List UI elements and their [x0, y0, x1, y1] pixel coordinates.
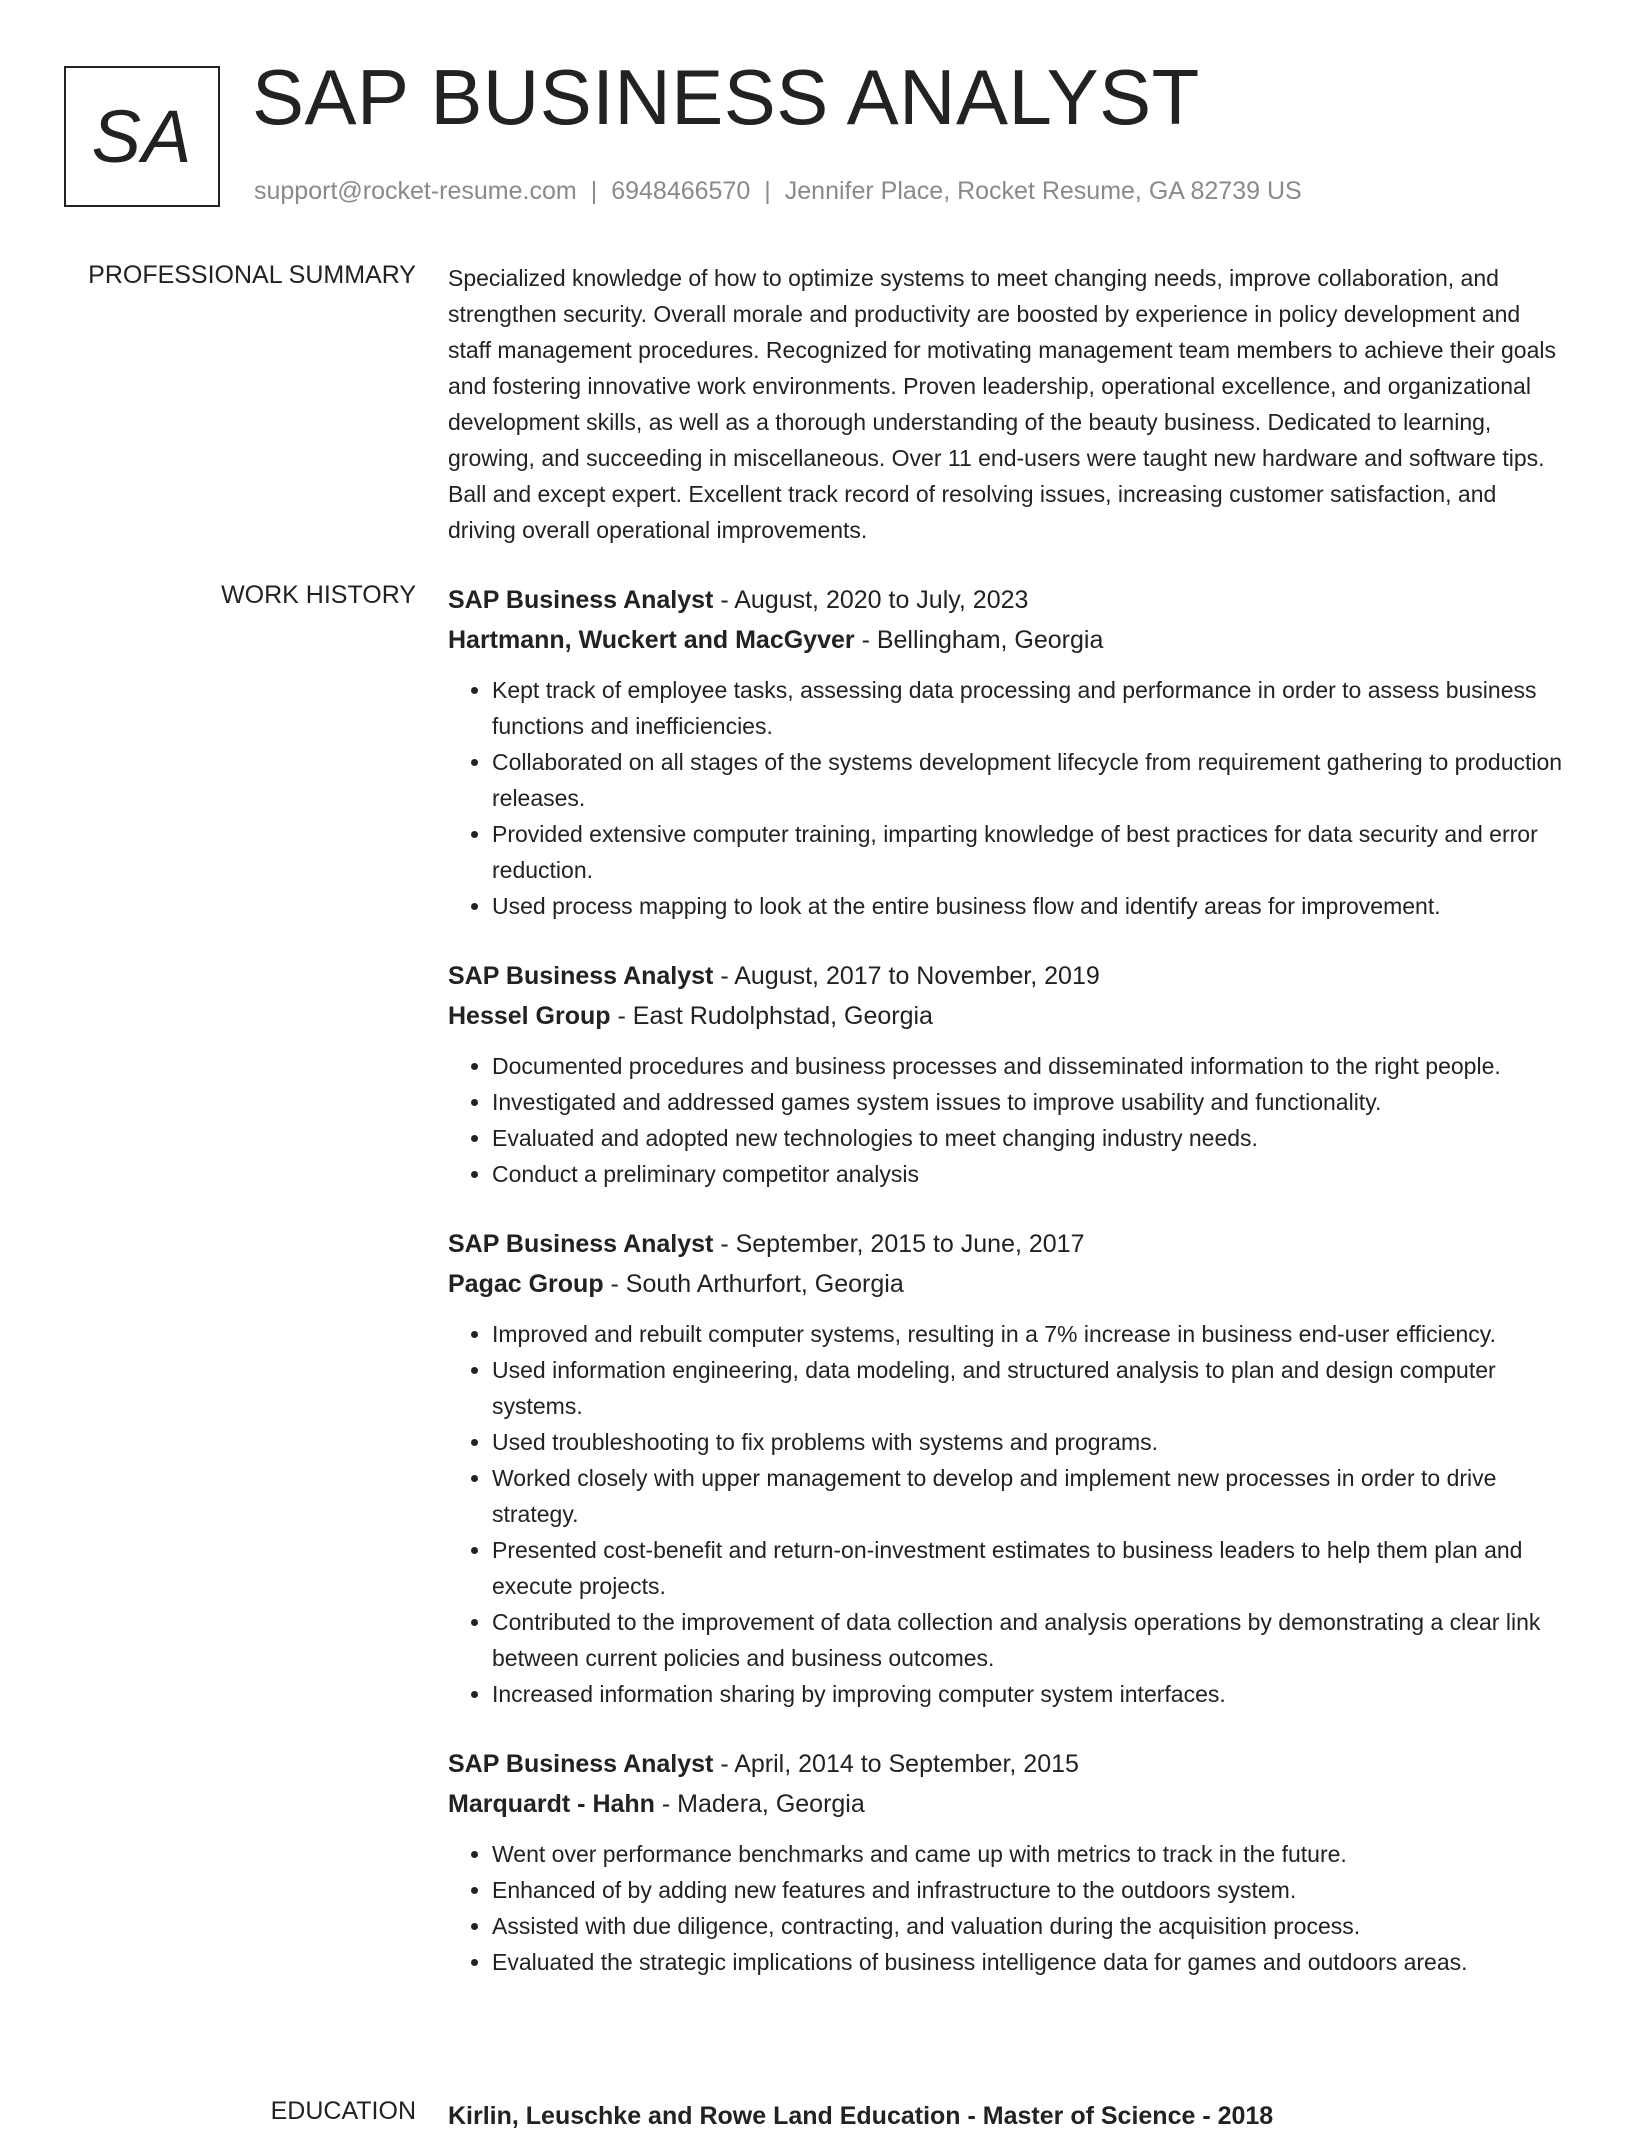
job-title-line	[448, 956, 1568, 996]
contact-separator: |	[764, 177, 771, 205]
job-location: - South Arthurfort, Georgia	[603, 1270, 904, 1298]
job-bullet: • Went over performance benchmarks and came up with metrics to track in the future.	[492, 1836, 1568, 1872]
job-bullet: • Provided extensive computer training, imparting knowledge of best practices for data security and error reduction.	[492, 816, 1568, 888]
job-bullet: • Kept track of employee tasks, assessing data processing and performance in order to assess business functions and inefficiencies.	[492, 672, 1568, 744]
monogram-initials: SA	[91, 94, 193, 178]
contact-address: Jennifer Place, Rocket Resume, GA 82739 US	[784, 177, 1302, 205]
job-company-line	[448, 1784, 1568, 1824]
education-degree: Kirlin, Leuschke and Rowe Land Education - Master of Science - 2018	[448, 2102, 1274, 2130]
job-bullet: • Evaluated and adopted new technologies to meet changing industry needs.	[492, 1120, 1568, 1156]
job-dates: - August, 2020 to July, 2023	[713, 586, 1029, 614]
monogram-box	[64, 66, 220, 207]
summary-heading: PROFESSIONAL SUMMARY	[88, 261, 416, 289]
job-title: SAP Business Analyst	[448, 1230, 714, 1258]
job-bullet: • Used process mapping to look at the entire business flow and identify areas for improvement.	[492, 888, 1568, 924]
job-bullet: • Investigated and addressed games system issues to improve usability and functionality.	[492, 1084, 1568, 1120]
job-company: Pagac Group	[448, 1270, 604, 1298]
job-bullet: • Assisted with due diligence, contracting, and valuation during the acquisition process.	[492, 1908, 1568, 1944]
work-history-heading: WORK HISTORY	[221, 581, 416, 609]
job-bullet: • Evaluated the strategic implications of business intelligence data for games and outdoors areas.	[492, 1944, 1568, 1980]
job-company-line	[448, 1264, 1568, 1304]
education-heading: EDUCATION	[270, 2097, 416, 2125]
job-bullet-list	[448, 672, 1568, 924]
page-title: SAP BUSINESS ANALYST	[252, 53, 1200, 141]
job-company-line	[448, 620, 1568, 660]
job-company-line	[448, 996, 1568, 1036]
job-bullet-list	[448, 1836, 1568, 1980]
job-bullet: • Improved and rebuilt computer systems, resulting in a 7% increase in business end-user efficiency.	[492, 1316, 1568, 1352]
job-entry	[448, 1224, 1568, 1712]
job-location: - East Rudolphstad, Georgia	[610, 1002, 933, 1030]
job-bullet: • Enhanced of by adding new features and infrastructure to the outdoors system.	[492, 1872, 1568, 1908]
job-location: - Madera, Georgia	[654, 1790, 865, 1818]
job-company: Marquardt - Hahn	[448, 1790, 655, 1818]
job-location: - Bellingham, Georgia	[854, 626, 1104, 654]
job-title: SAP Business Analyst	[448, 1750, 714, 1778]
work-history-body	[448, 580, 1568, 2012]
job-bullet: • Worked closely with upper management to develop and implement new processes in order to drive strategy.	[492, 1460, 1568, 1532]
job-bullet: • Used troubleshooting to fix problems with systems and programs.	[492, 1424, 1568, 1460]
job-title: SAP Business Analyst	[448, 586, 714, 614]
job-bullet-list	[448, 1316, 1568, 1712]
contact-line	[254, 176, 1302, 206]
job-dates: - September, 2015 to June, 2017	[713, 1230, 1085, 1258]
education-body	[448, 2096, 1568, 2136]
job-bullet: • Documented procedures and business processes and disseminated information to the right people.	[492, 1048, 1568, 1084]
job-bullet: • Collaborated on all stages of the systems development lifecycle from requirement gathering to production releases.	[492, 744, 1568, 816]
job-title-line	[448, 1224, 1568, 1264]
job-bullet: • Conduct a preliminary competitor analysis	[492, 1156, 1568, 1192]
job-dates: - August, 2017 to November, 2019	[713, 962, 1100, 990]
job-bullet-list	[448, 1048, 1568, 1192]
job-entry	[448, 1744, 1568, 1980]
job-title-line	[448, 1744, 1568, 1784]
job-bullet: • Contributed to the improvement of data collection and analysis operations by demonstrating a clear link between current policies and business outcomes.	[492, 1604, 1568, 1676]
contact-phone: 6948466570	[611, 177, 751, 205]
job-company: Hartmann, Wuckert and MacGyver	[448, 626, 855, 654]
job-entry	[448, 956, 1568, 1192]
job-bullet: • Used information engineering, data modeling, and structured analysis to plan and design computer systems.	[492, 1352, 1568, 1424]
job-entry	[448, 580, 1568, 924]
job-company: Hessel Group	[448, 1002, 611, 1030]
job-bullet: • Increased information sharing by improving computer system interfaces.	[492, 1676, 1568, 1712]
contact-separator: |	[590, 177, 598, 205]
job-dates: - April, 2014 to September, 2015	[713, 1750, 1079, 1778]
job-title: SAP Business Analyst	[448, 962, 714, 990]
summary-body	[448, 260, 1568, 548]
summary-text: Specialized knowledge of how to optimize systems to meet changing needs, improve collaboration, and strengthen security. Overall morale and productivity are boosted by experience in policy development and staff management procedures. Recognized for motivating management team members to achieve their goals and fostering innovative work environments. Proven leadership, operational excellence, and organizational development skills, as well as a thorough understanding of the beauty business. Dedicated to learning, growing, and succeeding in miscellaneous. Over 11 end-users were taught new hardware and software tips. Ball and except expert. Excellent track record of resolving issues, increasing customer satisfaction, and driving overall operational improvements.	[448, 265, 1556, 543]
job-bullet: • Presented cost-benefit and return-on-investment estimates to business leaders to help them plan and execute projects.	[492, 1532, 1568, 1604]
job-title-line	[448, 580, 1568, 620]
contact-email: support@rocket-resume.com	[254, 177, 577, 205]
